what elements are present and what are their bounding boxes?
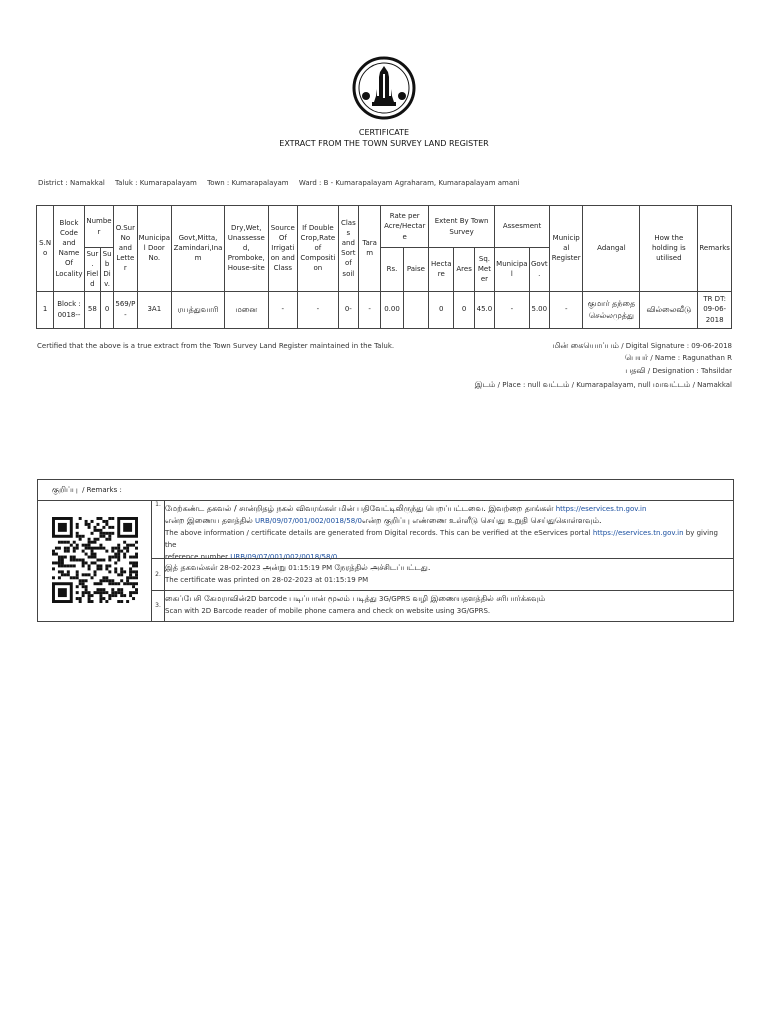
cell-sqm: 45.0: [474, 291, 494, 328]
header-extent: Extent By Town Survey: [429, 206, 495, 248]
header-adangal: Adangal: [583, 206, 640, 292]
reference-number-2: URB/09/07/001/002/0018/58/0: [230, 553, 338, 561]
note-1-line1-ta: மேற்கண்ட தகவல் / சான்றிதழ் நகல் விவரங்கள் மின் பதிவேட்டிலிருந்து பெறப்பட்டவை. இவற்றை தாங்கள்: [165, 504, 554, 513]
header-taram: Taram: [359, 206, 381, 292]
location-line: [38, 179, 528, 187]
header-class: Class and Sort of soil: [338, 206, 358, 292]
header-osur: O.Sur No and Letter: [114, 206, 137, 292]
place-ta: இடம்: [474, 380, 496, 389]
tamil-nadu-emblem-icon: [352, 56, 416, 120]
header-sqm: Sq. Meter: [474, 248, 494, 292]
certificate-subtitle: EXTRACT FROM THE TOWN SURVEY LAND REGISTER: [279, 139, 489, 148]
cell-holding: வில்லைவீடு: [640, 291, 698, 328]
cell-ares: 0: [454, 291, 474, 328]
cell-block: Block : 0018--: [54, 291, 84, 328]
cell-register: -: [549, 291, 583, 328]
header-govt-col: Govt.: [529, 248, 549, 292]
note-1-line3-b: by giving the: [165, 529, 718, 549]
note-2-ta-c: நேரத்தில் அச்சிடப்பட்டது.: [334, 563, 431, 572]
cell-double: -: [298, 291, 339, 328]
cell-osur: 569/P -: [114, 291, 137, 328]
cell-dry: மனை: [224, 291, 268, 328]
place-value-c: / Namakkal: [692, 381, 732, 389]
cell-class: 0-: [338, 291, 358, 328]
place-value-a: / Place : null: [497, 381, 541, 389]
remarks-header: [38, 480, 733, 501]
ward-label: Ward : B - Kumarapalayam Agraharam, Kumarapalayam amani: [298, 179, 520, 187]
district-ta: மாவட்டம்: [652, 380, 691, 389]
note-1-line2-ta-a: என்ற இணைய தளத்தில்: [165, 516, 253, 525]
cell-door: 3A1: [137, 291, 172, 328]
reference-number: URB/09/07/001/002/0018/58/0: [255, 517, 363, 525]
certified-statement: Certified that the above is a true extract from the Town Survey Land Register maintained in the Taluk.: [37, 342, 395, 350]
header-source: Source Of Irrigation and Class: [268, 206, 297, 292]
note-2: [165, 562, 731, 586]
cell-sno: 1: [37, 291, 54, 328]
header-rs: Rs.: [381, 248, 403, 292]
district-label: District : Namakkal: [38, 179, 105, 187]
remarks-label-ta: குறிப்பு: [52, 485, 78, 494]
taluk-label: Taluk : Kumarapalayam: [115, 179, 197, 187]
header-dry: Dry,Wet, Unassessed, Promboke, House-site: [224, 206, 268, 292]
note-number: 1.: [152, 501, 165, 558]
qr-code-icon: [52, 516, 138, 604]
certificate-title: CERTIFICATE: [358, 128, 410, 137]
cell-hectare: 0: [429, 291, 454, 328]
note-1-line2-ta-b: என்ற குறிப்பு எண்ணை உள்ளீடு செய்து உறுதி செய்துகொள்ளவும்.: [362, 516, 602, 525]
note-2-ta-b: அன்று: [262, 563, 286, 572]
remarks-label: / Remarks :: [82, 486, 122, 494]
note-number: 2.: [152, 559, 165, 590]
header-remarks: Remarks: [698, 206, 732, 292]
designation-line: [625, 366, 732, 376]
note-3-ta-b: படிப்பான் மூலம் படித்து: [289, 594, 377, 603]
designation-ta: பதவி: [625, 366, 646, 375]
header-rate: Rate per Acre/Hectare: [381, 206, 429, 248]
header-paise: Paise: [403, 248, 428, 292]
header-hectare: Hectare: [429, 248, 454, 292]
header-number: Number: [84, 206, 113, 248]
name-ta: பெயர்: [624, 353, 649, 362]
remarks-box: [37, 479, 734, 622]
header-ares: Ares: [454, 248, 474, 292]
header-register: Municipal Register: [549, 206, 583, 292]
header-sur-field: Sur. Field: [84, 248, 100, 292]
header-door: Municipal Door No.: [137, 206, 172, 292]
land-register-table: [36, 205, 732, 329]
note-1-line3: The above information / certificate details are generated from Digital records. This can be verified at the eServices portal: [165, 529, 591, 537]
header-municipal: Municipal: [495, 248, 530, 292]
note-3-en-b: 3G/GPRS: [379, 595, 411, 603]
eservices-link[interactable]: https://eservices.tn.gov.in: [555, 505, 647, 513]
note-divider: [152, 590, 733, 591]
header-holding: How the holding is utilised: [640, 206, 698, 292]
note-2-ta-a: இத் தகவல்கள்: [165, 563, 218, 572]
header-sno: S.No: [37, 206, 54, 292]
cell-sur-field: 58: [84, 291, 100, 328]
cell-paise: [403, 291, 428, 328]
note-1: [165, 503, 731, 563]
cell-taram: -: [359, 291, 381, 328]
cell-rs: 0.00: [381, 291, 403, 328]
header-double: If Double Crop,Rate of Composition: [298, 206, 339, 292]
cell-adangal: குமார் தந்தை செல்லமுத்து: [583, 291, 640, 328]
designation-value: / Designation : Tahsildar: [647, 367, 732, 375]
taluk-ta: வட்டம்: [542, 380, 570, 389]
town-label: Town : Kumarapalayam: [207, 179, 289, 187]
signatory-name-line: [625, 353, 732, 363]
place-line: [475, 380, 732, 390]
header-assesment: Assesment: [495, 206, 550, 248]
digital-signature-line: [553, 341, 733, 351]
digital-signature-value: / Digital Signature : 09-06-2018: [621, 342, 732, 350]
header-block: Block Code and Name Of Locality: [54, 206, 84, 292]
eservices-link-2[interactable]: https://eservices.tn.gov.in: [592, 529, 684, 537]
place-value-b: / Kumarapalayam, null: [571, 381, 651, 389]
note-2-line2: The certificate was printed on 28-02-2023 at 01:15:19 PM: [165, 576, 369, 584]
note-3-ta-c: வழி இணையதளத்தில் சரிபார்க்கவும்: [412, 594, 546, 603]
note-1-line4: reference number: [165, 553, 228, 561]
digital-signature-ta: மின் கையொப்பம்: [552, 341, 619, 350]
note-divider: [152, 558, 733, 559]
note-3: [165, 593, 731, 617]
note-3-ta-a: கைப்பேசி கேமராவின்: [165, 594, 247, 603]
note-2-time: 01:15:19 PM: [288, 564, 333, 572]
note-3-en-a: 2D barcode: [246, 595, 287, 603]
cell-municipal: -: [495, 291, 530, 328]
signatory-name: / Name : Ragunathan R: [650, 354, 732, 362]
cell-remarks: TR DT: 09-06-2018: [698, 291, 732, 328]
header-govt: Govt,Mitta, Zamindari,Inam: [172, 206, 225, 292]
cell-source: -: [268, 291, 297, 328]
cell-sub-div: 0: [100, 291, 113, 328]
header-sub-div: Sub Div.: [100, 248, 113, 292]
note-2-date: 28-02-2023: [219, 564, 261, 572]
qr-cell: [38, 501, 152, 621]
cell-govt-col: 5.00: [529, 291, 549, 328]
note-3-line2: Scan with 2D Barcode reader of mobile phone camera and check on website using 3G/GPRS.: [165, 607, 491, 615]
table-row: [37, 291, 732, 328]
note-number: 3.: [152, 591, 165, 621]
cell-govt: ரயத்துவாரி: [172, 291, 225, 328]
